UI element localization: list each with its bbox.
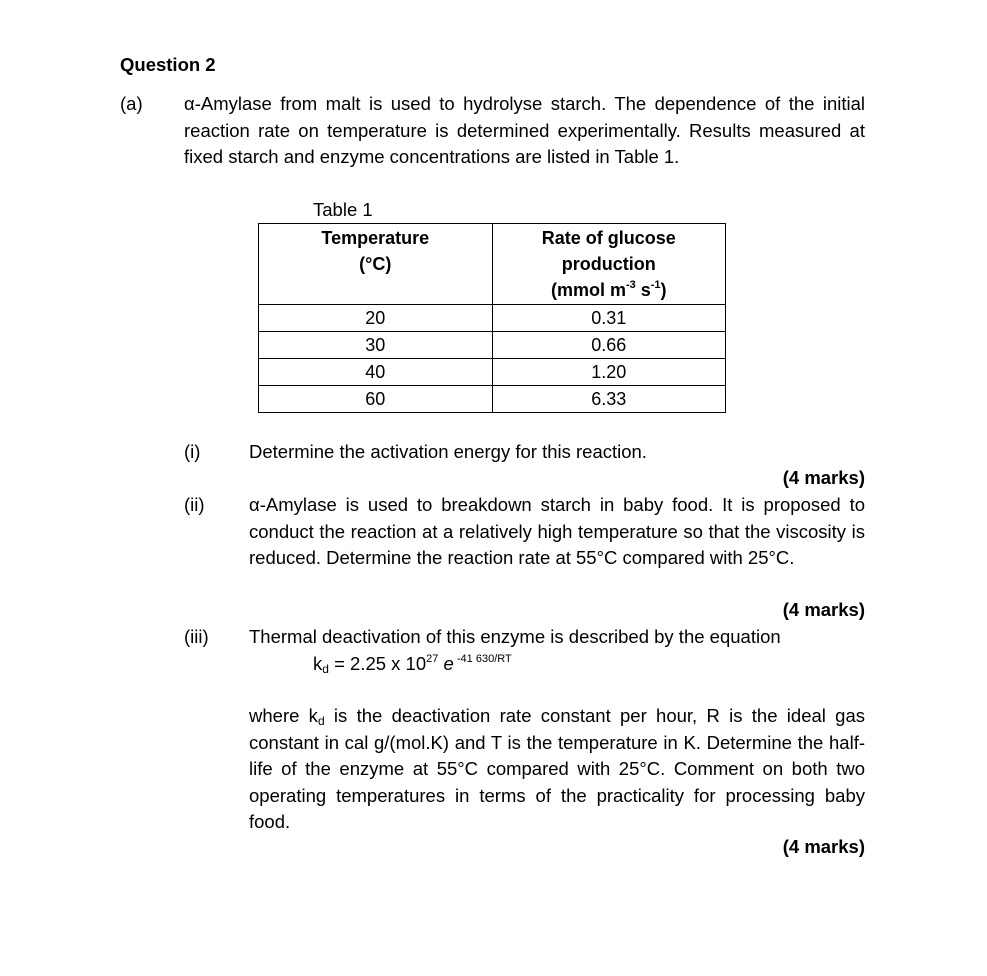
cell-rate: 0.66 (492, 332, 725, 359)
data-table (258, 223, 726, 413)
sub-ii-text: α-Amylase is used to breakdown starch in baby food. It is proposed to conduct the reaction at a relatively high temperature so that the viscosity is reduced. Determine the reaction rate at 55°C compared with 25°C. (249, 494, 865, 568)
part-a-label: (a) (120, 93, 143, 114)
table-caption: Table 1 (313, 199, 373, 220)
sub-i-text: Determine the activation energy for this reaction. (249, 441, 647, 462)
cell-temperature: 60 (259, 386, 493, 413)
header-temperature-unit: (°C) (359, 254, 392, 274)
sub-i-marks: (4 marks) (782, 467, 865, 488)
part-a-text: α-Amylase from malt is used to hydrolyse starch. The dependence of the initial reaction rate on temperature is determined experimentally. Results measured at fixed starch and enzyme concentrations are listed in Table 1. (184, 93, 865, 167)
sub-iii-text: Thermal deactivation of this enzyme is described by the equation (249, 626, 781, 647)
sub-ii-label: (ii) (184, 494, 205, 515)
sub-ii-marks: (4 marks) (782, 599, 865, 620)
header-rate-line1: Rate of glucose (541, 228, 676, 248)
cell-rate: 6.33 (492, 386, 725, 413)
table-header-row (259, 224, 726, 305)
sub-i-label: (i) (184, 441, 201, 462)
sub-iii-marks: (4 marks) (782, 836, 865, 857)
cell-temperature: 20 (259, 305, 493, 332)
table-row (259, 305, 726, 332)
cell-rate: 1.20 (492, 359, 725, 386)
header-temperature-line1: Temperature (321, 228, 430, 248)
sub-iii-label: (iii) (184, 626, 209, 647)
header-rate-line2: production (561, 254, 656, 274)
cell-temperature: 40 (259, 359, 493, 386)
header-rate (492, 224, 725, 305)
cell-rate: 0.31 (492, 305, 725, 332)
sub-iii-paragraph: where $k_d$ is the deactivation rate constant per hour, R is the ideal gas constant in cal g/(mol.K) and T is the temperature in K. Determine the half-life of the enzyme at 55°C compared with 25°C. Comment on both two operating temperatures in terms of the practicality for processing baby food. (249, 705, 865, 832)
table-row (259, 332, 726, 359)
header-temperature (259, 224, 493, 305)
table-row (259, 359, 726, 386)
question-title: Question 2 (120, 54, 216, 75)
cell-temperature: 30 (259, 332, 493, 359)
deactivation-equation: $k_d = 2.25$ x $10^{27}$ e $^{-41 630/RT}$ (313, 652, 512, 676)
header-rate-unit: (mmol $m^{-3}$ $s^{-1}$) (550, 279, 667, 300)
table-row (259, 386, 726, 413)
